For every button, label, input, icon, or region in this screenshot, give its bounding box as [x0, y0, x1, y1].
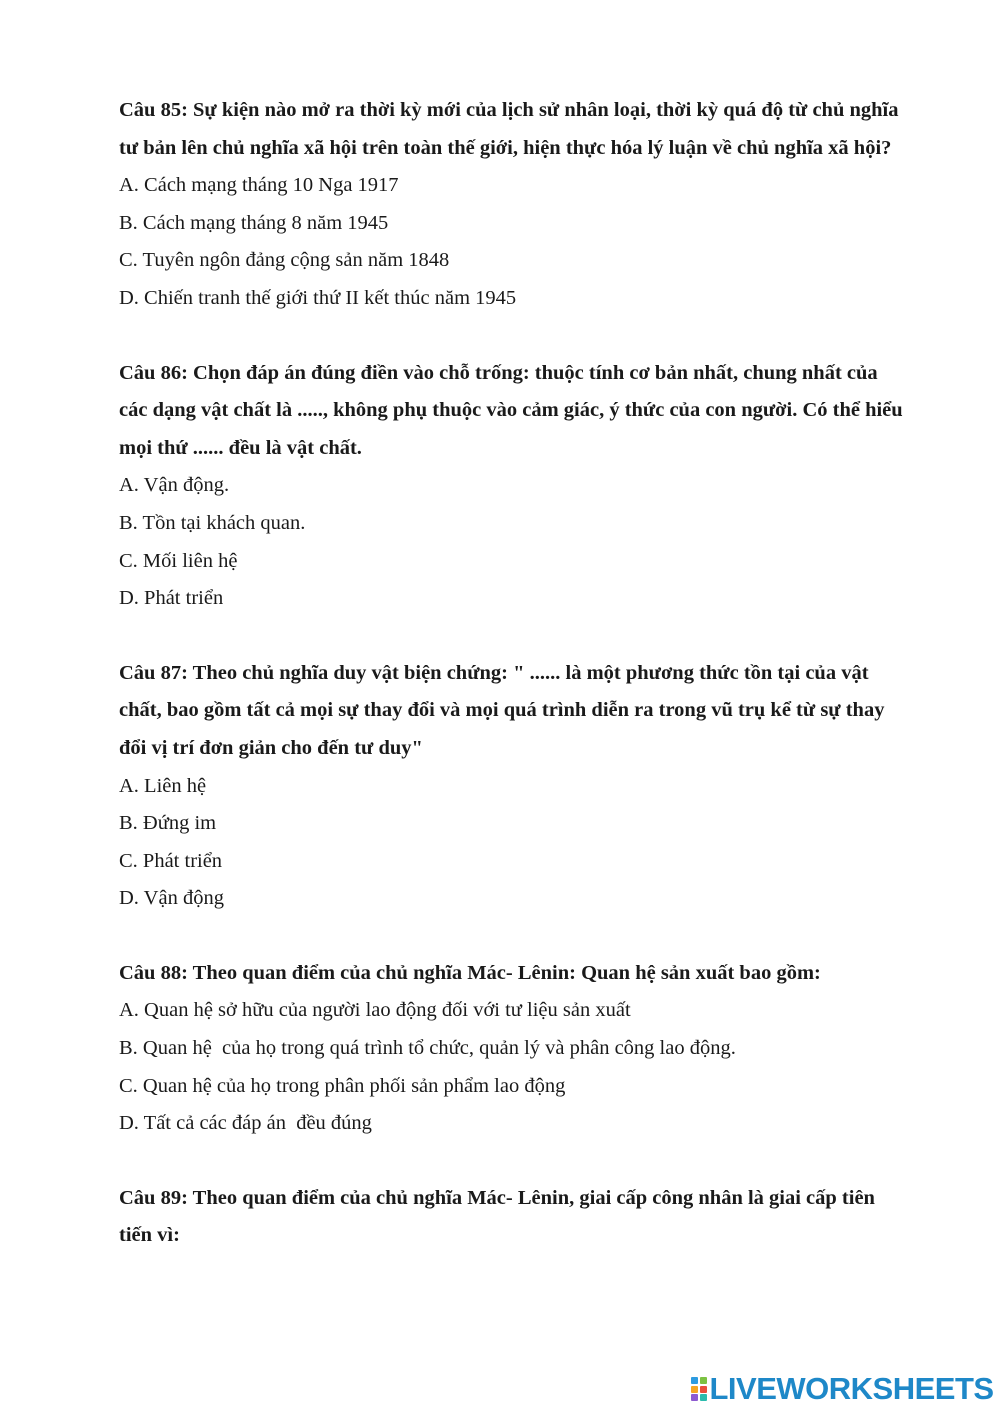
answer-option: A. Cách mạng tháng 10 Nga 1917	[119, 174, 399, 197]
answer-option: C. Mối liên hệ	[119, 549, 238, 572]
logo-square	[700, 1394, 707, 1401]
answer-option: B. Quan hệ của họ trong quá trình tổ chức, quản lý và phân công lao động.	[119, 1037, 736, 1060]
answer-option: B. Cách mạng tháng 8 năm 1945	[119, 211, 389, 234]
logo-square	[700, 1377, 707, 1384]
question-text: Câu 89: Theo quan điểm của chủ nghĩa Mác- Lênin, giai cấp công nhân là giai cấp tiên tiến vì:	[119, 1186, 875, 1247]
liveworksheets-logo-icon	[691, 1377, 707, 1401]
document-body	[119, 92, 909, 1255]
answer-option: A. Quan hệ sở hữu của người lao động đối với tư liệu sản xuất	[119, 999, 631, 1022]
answer-option: C. Quan hệ của họ trong phân phối sản phẩm lao động	[119, 1074, 566, 1097]
answer-option: D. Vận động	[119, 887, 224, 910]
question-text: Câu 88: Theo quan điểm của chủ nghĩa Mác- Lênin: Quan hệ sản xuất bao gồm:	[119, 961, 821, 984]
answer-option: A. Liên hệ	[119, 774, 207, 797]
question-text: Câu 87: Theo chủ nghĩa duy vật biện chứng: " ...... là một phương thức tồn tại của vật chất, bao gồm tất cả mọi sự thay đổi và mọi quá trình diễn ra trong vũ trụ kể từ sự thay đổi vị trí đơn giản cho đến tư duy"	[119, 661, 885, 759]
answer-option: D. Phát triển	[119, 587, 224, 610]
answer-option: C. Phát triển	[119, 849, 223, 872]
logo-square	[691, 1394, 698, 1401]
logo-square	[700, 1386, 707, 1393]
answer-option: B. Đứng im	[119, 812, 217, 835]
answer-option: A. Vận động.	[119, 474, 230, 497]
question-85	[119, 92, 909, 318]
answer-option: D. Chiến tranh thế giới thứ II kết thúc năm 1945	[119, 286, 517, 309]
answer-option: B. Tồn tại khách quan.	[119, 511, 306, 534]
question-text: Câu 86: Chọn đáp án đúng điền vào chỗ trống: thuộc tính cơ bản nhất, chung nhất của các dạng vật chất là ....., không phụ thuộc vào cảm giác, ý thức của con người. Có thể hiểu mọi thứ ...... đều là vật chất.	[119, 361, 903, 459]
question-86	[119, 355, 909, 618]
logo-square	[691, 1386, 698, 1393]
question-89	[119, 1180, 909, 1255]
answer-option: C. Tuyên ngôn đảng cộng sản năm 1848	[119, 249, 450, 272]
question-87	[119, 655, 909, 918]
question-text: Câu 85: Sự kiện nào mở ra thời kỳ mới của lịch sử nhân loại, thời kỳ quá độ từ chủ nghĩa tư bản lên chủ nghĩa xã hội trên toàn thế giới, hiện thực hóa lý luận về chủ nghĩa xã hội?	[119, 99, 899, 159]
logo-square	[691, 1377, 698, 1384]
logo-wordmark: LIVEWORKSHEETS	[709, 1371, 994, 1406]
question-88	[119, 955, 909, 1143]
answer-option: D. Tất cả các đáp án đều đúng	[119, 1112, 372, 1135]
liveworksheets-logo[interactable]	[691, 1372, 994, 1406]
